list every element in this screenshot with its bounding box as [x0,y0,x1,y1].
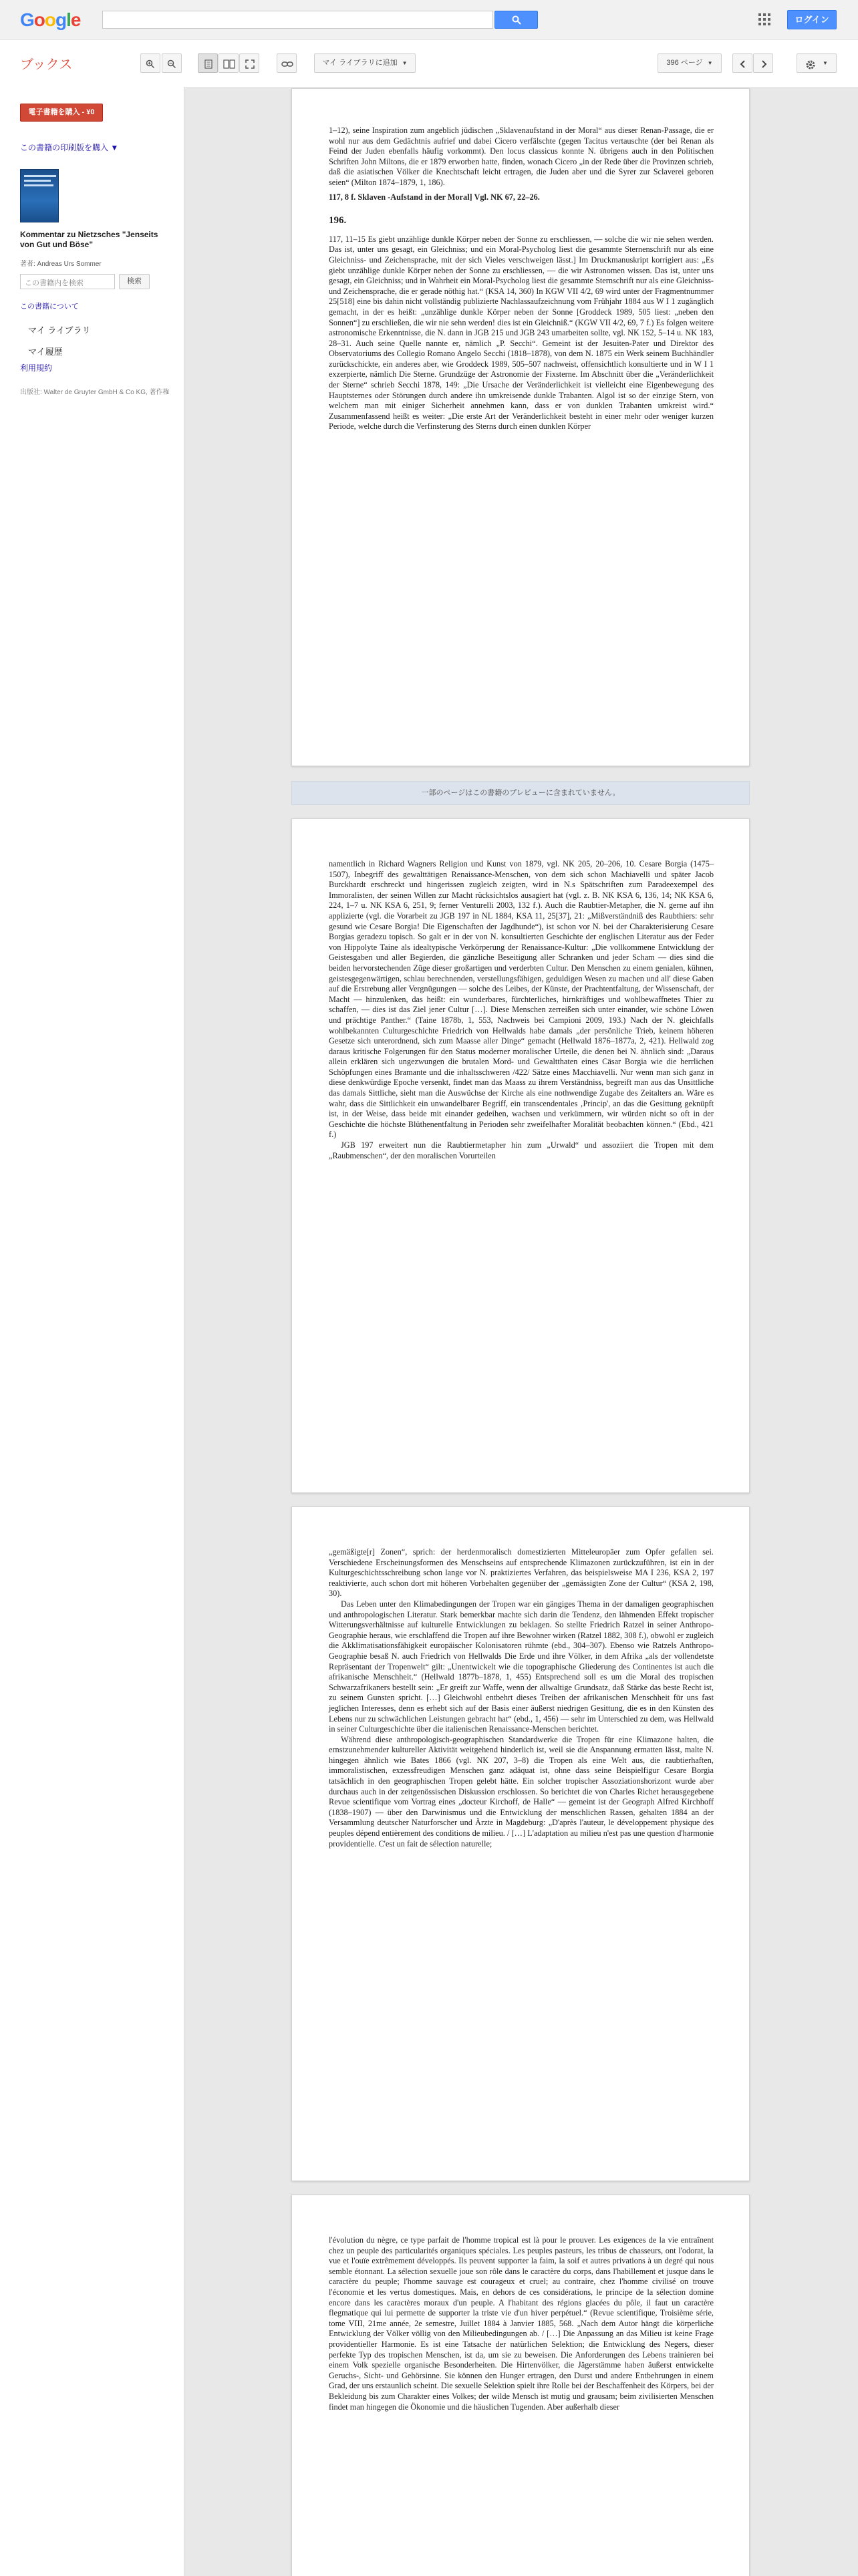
book-page [291,1506,750,2181]
page-text [329,1547,714,1849]
search-icon [512,15,521,25]
nav-my-library[interactable]: マイ ライブラリ [28,325,91,335]
paragraph: namentlich in Richard Wagners Religion und Kunst von 1879, vgl. NK 205, 20–206, 10. Cesare Borgia (1475–1507), Inbegriff des gewalttätigen Renaissance-Menschen, von dem sich schon Machiavelli und später Jacob Burckhardt erschreckt und hingerissen zugleich zeigten, wird in N.s Spätschriften zum Paradeexempel des Immoralisten, der seinen Willen zur Macht rücksichtslos ausagiert hat (vgl. z. B. NK KSA 6, 136, 14; NK KSA 6, 224, 1–7 u. NK KSA 6, 251, 9; ferner Venturelli 2003, 132 f.). Auch die Raubtier-Metapher, die N. gerne auf ihn applizierte (vgl. die Vorarbeit zu JGB 197 in NL 1884, KSA 11, 25[37], 21: „Mißverständniß des Raubthiers: sehr gesund wie Cesare Borgia! Die Eigenschaften der Jagdhunde“), ist schon vor N. bei der Charakterisierung Cesare Borgias geradezu topisch. So galt er in der von N. konsultierten Geschichte der englischen Literatur aus der Feder von Hippolyte Taine als idealtypische Verkörperung der Renaissance-Kultur: „Die vollkommene Entwicklung der Geistesgaben und aller Begierden, die gänzliche Beseitigung aller Schranken und jeder Scham — dies sind die beiden hervorstechenden Züge dieser großartigen und verderbten Cultur. Den Menschen zu einem genialen, kühnen, geistesgegenwärtigen, schlau berechnenden, verstellungsfähigen, geduldigen Wesen zu machen und all' diese Gaben auf die Erstrebung aller Vergnügungen — solche des Leibes, der Künste, der Prachtentfaltung, der Wissenschaft, der Macht — hinzulenken, das heißt: ein wunderbares, fürchterliches, hirnkräftiges und wohlbewaffnetes Thier zu schaffen, — dies ist das Ziel jener Cultur […]. Diese Menschen zerreißen sich unter einander, wie schöne Löwen und prächtige Panther.“ (Taine 1878b, 1, 553, Nachweis bei Campioni 2009, 193.) Nach der N. gleichfalls wohlbekannten Culturgeschichte Friedrich von Hellwalds habe damals „der persönliche Trieb, keinem höheren Gesetze sich unterordnend, sich zum Maasse aller Dinge“ gemacht (Hellwald 1876–1877a, 2, 421). Hellwald zog daraus kritische Folgerungen für den Status moderner moralischer Urteile, die denen bei N. ähnlich sind: „Daraus allein erklären sich ungezwungen die brutalen Mord- und Gewaltthaten eines Cäsar Borgia wie die herrlichen Schöpfungen eines Bramante und die inhaltsschweren /422/ Sätze eines Macchiavelli. Nur wenn man sich ganz in diese denkwürdige Epoche versenkt, findet man das Maass zu ihrem Verständniss, begreift man aus das Unsittliche das damals Sittliche, sieht man die Auswüchse der Kirche als eine nothwendige Zugabe des Zeitalters an. Wäre es wahr, dass die Sittlichkeit ein unwandelbarer Begriff, ein transcendentales ‚Princip', an das die Gesittung geknüpft ist, in der Weise, dass beide mit einander gedeihen, wachsen und verkümmern, wir würden nicht so oft in der Geschichte die höchste Blüthenentfaltung in Perioden sehr zweifelhafter Moralität beobachten können.“ (Ebd., 421 f.) [329,859,714,1140]
paragraph: Das Leben unter den Klimabedingungen der Tropen war ein gängiges Thema in der damaligen geographischen und anthropologischen Literatur. Stark bemerkbar machte sich darin die Tendenz, den lähmenden Effekt tropischer Witterungsverhältnisse auf kulturelle Entwicklungen zu beklagen. So stellte Friedrich Ratzel in seiner Anthropo-Geographie heraus, wie erschlaffend die Tropen auf ihre Bewohner wirken (Ratzel 1882, 308 f.), obwohl er zugleich die Akklimatisationsfähigkeit europäischer Kolonisatoren rühmte (ebd., 304–307). Ebenso wie Ratzels Anthropo-Geographie besaß N. auch Friedrich von Hellwalds Die Erde und ihre Völker, in dem Afrika „als der vollendetste Repräsentant der Tropenwelt“ gilt: „Unentwickelt wie die topographische Gliederung des Continentes ist auch die afrikanische Menschheit.“ (Hellwald 1877b–1878, 1, 455) Entsprechend soll es um die Moral des tropischen Schwarzafrikaners bestellt sein: „Er greift zur Waffe, wenn der allwaltige Grundsatz, daß Stärke das beste Recht ist, zu seinem Gunsten spricht. […] Gleichwohl entbehrt dieses Treiben der afrikanischen Menschheit für uns fast jeglichen Interesses, denn es erhebt sich auf der Basis einer äußerst niedrigen Gesittung, die es in den Künsten des Lebens nur zu schwächlichen Leistungen gebracht hat“ (ebd., 1, 456) — sehr im Unterschied zu dem, was Hellwald in seiner Culturgeschichte über die italienischen Renaissance-Menschen berichtet. [329,1599,714,1734]
buy-ebook-button[interactable]: 電子書籍を購入 - ¥0 [20,104,103,122]
chevron-right-icon [760,59,767,69]
fullscreen-button[interactable] [239,53,259,73]
in-book-search-input[interactable]: この書籍内を検索 [20,274,115,289]
page-text [329,859,714,1161]
logo-letter: o [44,9,55,30]
fullscreen-icon [245,59,255,69]
book-author: 著者: Andreas Urs Sommer [20,261,102,268]
add-to-library-label: マイ ライブラリに追加 [322,59,398,67]
nav-my-history[interactable]: マイ履歴 [28,347,63,357]
sidebar [0,87,184,2576]
paragraph: Während diese anthropologisch-geographischen Standardwerke die Tropen für eine Klimazone halten, die ernstzunehmender kultureller Aktivität weitgehend hinderlich ist, weil sie die Anspannung ermatten lässt, malte N. hingegen ähnlich wie Bates 1866 (vgl. NK 207, 3–8) die Tropen als eine Welt aus, die raubtierhaften, immoralistischen, exzessfreudigen Menschen ganz adäquat ist, ohne dass seine Beispielfigur Cesare Borgia tatsächlich in den geographischen Tropen gelebt hätte. Ein solcher tropischer Assoziationshorizont wurde aber durchaus auch in der zeitgenössischen Diskussion erschlossen. So berichtet die von Charles Richet herausgegebene Revue scientifique vom Vortrag eines „docteur Kirchoff, de Halle“ — gemeint ist der Geograph Alfred Kirchhoff (1838–1907) — über den Darwinismus und die Entwicklung der menschlichen Rassen, gehalten 1884 an der Versammlung deutscher Naturforscher und Ärzte in Magdeburg: „D'après l'auteur, le développement physique des peuples dépend entièrement des conditions de milieu. / […] L'adaptation au milieu n'est pas une question d'harmonie providentielle. C'est un fait de sélection naturelle; [329,1734,714,1848]
chevron-down-icon: ▼ [823,60,828,66]
single-page-view-button[interactable] [198,53,218,73]
in-book-search-button[interactable]: 検索 [119,274,150,289]
next-page-button[interactable] [753,53,773,73]
book-page [291,88,750,766]
about-book-link[interactable]: この書籍について [20,303,79,311]
apps-grid-icon[interactable] [758,13,772,27]
logo-letter: e [70,9,81,30]
google-logo[interactable] [20,9,80,31]
preview-gap-notice: 一部のページはこの書籍のプレビューに含まれていません。 [291,781,750,805]
buy-print-link[interactable]: この書籍の印刷版を購入 ▼ [20,143,119,152]
book-page [291,818,750,1493]
prev-page-button[interactable] [732,53,752,73]
two-page-icon [223,59,235,69]
paragraph: 117, 8 f. Sklaven -Aufstand in der Moral] Vgl. NK 67, 22–26. [329,192,540,202]
search-input[interactable] [102,11,493,29]
search-button[interactable] [494,11,538,29]
section-title[interactable]: ブックス [20,57,73,72]
link-icon [281,59,293,69]
single-page-icon [204,59,212,69]
chevron-down-icon: ▼ [402,60,408,66]
logo-letter: g [55,9,67,30]
settings-button[interactable] [797,53,837,73]
section-heading: 196. [329,215,347,226]
zoom-out-icon [167,59,176,69]
page-select-label: 396 ページ [666,59,703,67]
logo-letter: G [20,9,34,30]
chevron-down-icon: ▼ [707,60,713,66]
book-page [291,2195,750,2576]
zoom-in-icon [146,59,155,69]
zoom-out-button[interactable] [162,53,182,73]
top-bar [0,0,858,40]
paragraph: 117, 11–15 Es giebt unzählige dunkle Körper neben der Sonne zu erschliessen, — solche die wir nie sehen werden. Das ist, unter uns gesagt, ein Gleichniss; und ein Moral-Psycholog liest die gesammte Sternenschrift nur als eine Gleichniss- und Zeichensprache, mit der sich Vieles verschweigen lässt.] Im Druckmanuskript korrigiert aus: „Es giebt unzählige dunkle Körper neben der Sonne zu erschliessen, — die wir Astronomen wissen. Das ist, unter uns gesagt, ein Gleichniss; und in Wahrheit ein Moral-Psycholog liest die gesammte Sternschrift nur als eine Gleichniss- und Zeichensprache, die er gerade nöthig hat.“ (KSA 14, 360) In KGW VII 4/2, 69 wird unter der Fragmentnummer 25[518] eine bis dahin nicht vollständig publizierte Nachlassaufzeichnung vom Frühjahr 1884 aus W I 1 zugänglich gemacht, in der es heißt: „unzählige dunkle Körper neben der Sonne [Groddeck 1989, 505 liest: „neben den Sonnen“] zu erschließen, die wir nie sehn werden! dies ist ein Gleichniß.“ (KGW VII 4/2, 69, 7 f.) Es folgen weitere astronomische Erkenntnisse, die N. dann in JGB 215 und JGB 243 umarbeiten sollte, vgl. NK 152, 5–14 u. NK 183, 28–31. Auch seine Quelle nannte er, nämlich „P. Secchi“. Gemeint ist der Jesuiten-Pater und Direktor des Observatoriums des Collegio Romano Angelo Secchi (1818–1878), von dem N. 1875 ein Werk seinem Buchhändler zurückschickte, ein anderes aber, wie Groddeck 1989, 505–507 nachweist, offensichtlich konsultierte und in W I 1 exzerpierte, nämlich Die Sterne. Grundzüge der Astronomie der Fixsterne. Im Abschnitt über die „Veränderlichkeit der Sterne“ schrieb Secchi 1878, 149: „Die Ursache der Veränderlichkeit ist vielleicht eine Eigenbewegung des Hauptsternes oder Störungen durch andere ihn umkreisende dunkle Trabanten. Algol ist so der einzige Stern, von welchem man mit einiger Sicherheit annehmen kann, dass er von dunklen Trabanten umkreist wird.“ Zusammenfassend heißt es weiter: „Die erste Art der Veränderlichkeit besteht in einer mehr oder weniger kurzen Periode, welche durch die Verfinsterung des Sterns durch einen dunklen Körper [329,234,714,432]
logo-letter: o [33,9,45,30]
page-text [329,2235,714,2412]
publisher-info: 出版社: Walter de Gruyter GmbH & Co KG, 著作権 [20,389,170,396]
page-text [329,126,714,432]
zoom-in-button[interactable] [140,53,160,73]
login-button[interactable]: ログイン [787,10,837,29]
link-button[interactable] [277,53,297,73]
logo-letter: l [66,9,71,30]
gear-icon [805,59,816,70]
paragraph: l'évolution du nègre, ce type parfait de l'homme tropical est là pour le prouver. Les exigences de la vie entraînent chez un peuple des particularités organiques spéciales. Les peuples pasteurs, les tribus de chasseurs, ont l'odorat, la vue et l'ouïe extrêmement développés. Ils peuvent supporter la faim, la soif et autres privations à un degré qui nous semble étonnant. La sélection sexuelle joue son rôle dans le caractère du corps, dans l'habillement et jusque dans le caractère du peuple; l'homme sauvage est courageux et cruel; au contraire, chez l'homme civilisé on trouve l'économie et les vertus domestiques. Mais, en dehors de ces considérations, le principe de la sélection domine encore dans les caractères moraux d'un peuple. A l'habitant des régions glacées du pôle, il faut un caractère flegmatique qui lui permette de supporter la triste vie d'un hiver perpétuel.“ (Revue scientifique, Troisième série, tome VIII, 21me année, 2e semestre, Juillet 1884 à Janvier 1885, 568. „Nach dem Autor hängt die körperliche Entwicklung der Völker völlig von den Milieubedingungen ab. / […] Die Anpassung an das Milieu ist keine Frage providentieller Harmonie. Es ist eine Tatsache der natürlichen Selektion; die Entwicklung des Negers, dieser perfekte Typ des tropischen Menschen, ist da, um sie zu beweisen. Die Anforderungen des Lebens trainieren bei einem Volk spezielle organische Besonderheiten. Die Hirtenvölker, die Jägerstämme haben äußerst entwickelte Geruchs-, Sicht- und Gehörsinne. Sie können den Hunger ertragen, den Durst und andere Entbehrungen in einem Grad, der uns erstaunlich scheint. Die sexuelle Selektion spielt ihre Rolle bei der Beschaffenheit des Körpers, bei der Bekleidung bis zum Charakter eines Volkes; der wilde Mensch ist mutig und grausam; beim zivilisierten Menschen findet man hingegen die Ökonomie und die häuslichen Tugenden. Aber außerhalb dieser [329,2235,714,2412]
book-cover[interactable] [20,169,59,222]
paragraph: JGB 197 erweitert nun die Raubtiermetapher hin zum „Urwald“ und assoziiert die Tropen mit dem „Raubmenschen“, der den moralischen Vorurteilen [329,1140,714,1160]
page-select[interactable] [658,53,722,73]
paragraph: „gemäßigte[r] Zonen“, sprich: der herdenmoralisch domestizierten Mitteleuropäer zum Opfer gefallen sei. Verschiedene Erscheinungsformen des Menschseins auf entsprechende Klimazonen zurückzuführen, ist ein in der Kulturgeschichtsschreibung schon lange vor N. praktiziertes Verfahren, das beispielsweise MA I 236, KSA 2, 197 reaktivierte, auch schon dort mit höheren Vorbehalten gegenüber der „gemässigten Zone der Cultur“ (KSA 2, 198, 30). [329,1547,714,1599]
add-to-library-button[interactable] [314,53,416,73]
chevron-left-icon [740,59,746,69]
paragraph: 1–12), seine Inspiration zum angeblich jüdischen „Sklavenaufstand in der Moral“ aus dieser Renan-Passage, die er wohl nur aus dem Gedächtnis aufrief und dabei Cicero verfälschte (gegen Tacitus vertauschte (der bei Renan als Feind der Juden ebenfalls häufig vorkommt). Den locus classicus konnte N. übrigens auch in den Politischen Schriften John Miltons, die er 1879 erworben hatte, finden, wonach Cicero „in der Rede über die Provinzen schrieb, daß die asiatischen Völker die Knechtschaft leicht ertragen, die Juden aber und die Syrer zur Sclaverei geboren seien“ (Milton 1874–1879, 1, 186). [329,126,714,187]
two-page-view-button[interactable] [219,53,239,73]
nav-terms[interactable]: 利用規約 [20,363,53,373]
book-title: Kommentar zu Nietzsches "Jenseits von Gut und Böse" [20,230,158,249]
